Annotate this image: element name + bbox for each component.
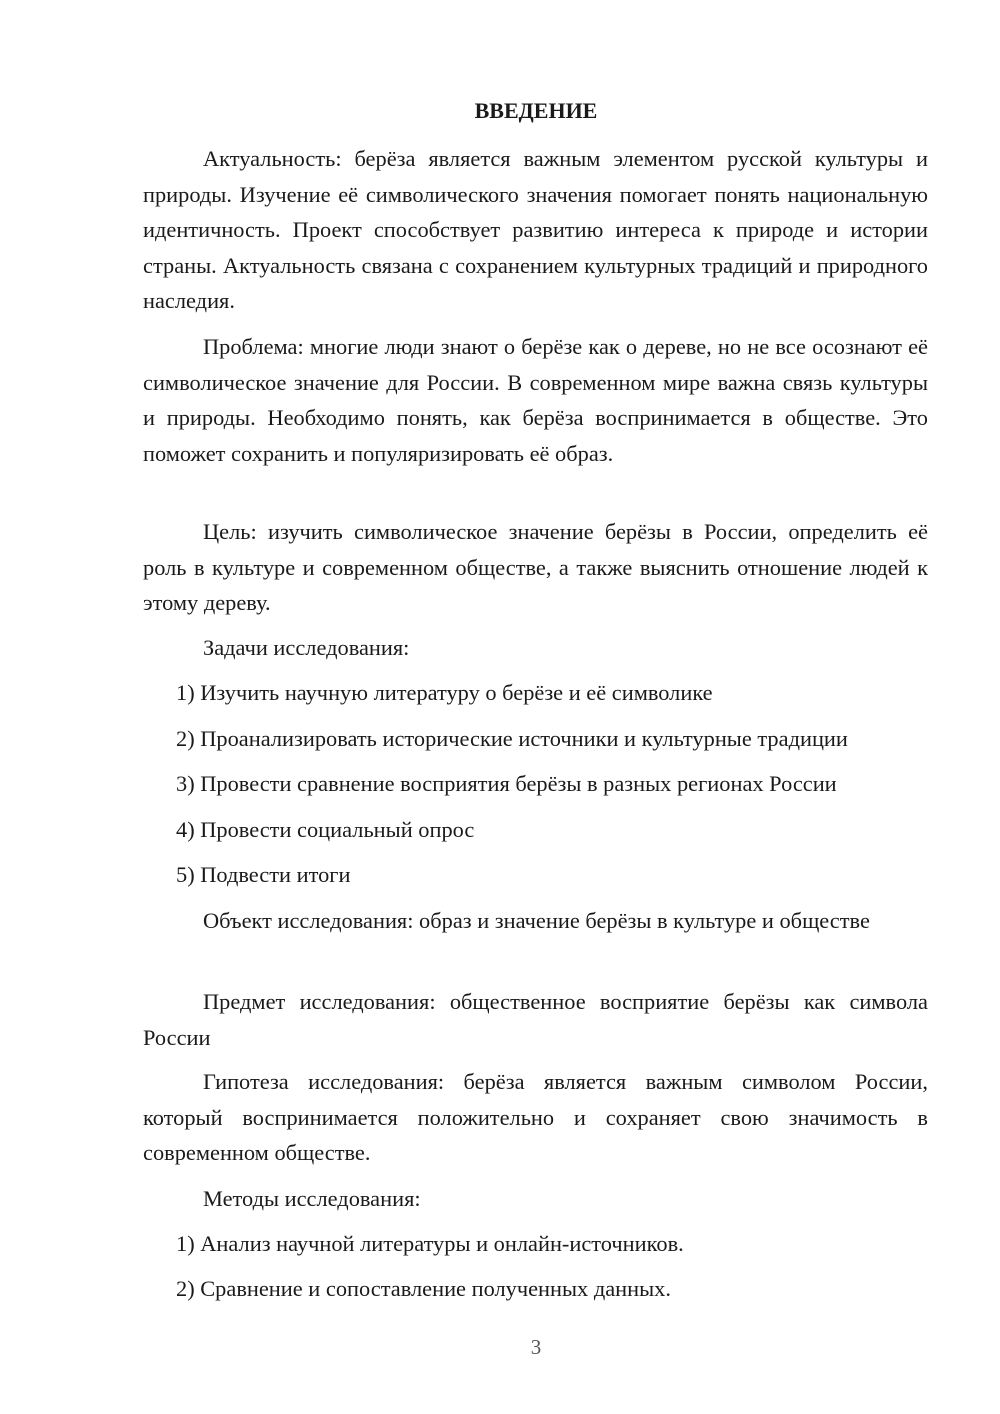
problem-paragraph: Проблема: многие люди знают о берёзе как о дереве, но не все осознают её символическое значение для России. В современном мире важна связь культуры и природы. Необходимо понять, как берёза воспринимается в обществе. Это поможет сохранить и популяризировать её образ. (143, 334, 928, 466)
method-item: 2) Сравнение и сопоставление полученных данных. (176, 1276, 671, 1301)
section-heading: ВВЕДЕНИЕ (474, 98, 598, 123)
relevance-paragraph: Актуальность: берёза является важным элементом русской культуры и природы. Изучение её символического значения помогает понять национальную идентичность. Проект способствует развитию интереса к природе и истории страны. Актуальность связана с сохранением культурных традиций и природного наследия. (143, 146, 928, 313)
task-item: 3) Провести сравнение восприятия берёзы в разных регионах России (176, 771, 837, 796)
methods-label: Методы исследования: (203, 1186, 421, 1211)
task-item: 5) Подвести итоги (176, 862, 351, 887)
task-item: 1) Изучить научную литературу о берёзе и её символике (176, 680, 713, 705)
object-paragraph: Объект исследования: образ и значение берёзы в культуре и обществе (203, 908, 870, 933)
page-number: 3 (530, 1335, 542, 1359)
tasks-label: Задачи исследования: (203, 635, 410, 660)
task-item: 4) Провести социальный опрос (176, 817, 475, 842)
subject-paragraph: Предмет исследования: общественное восприятие берёзы как символа России (143, 989, 928, 1050)
method-item: 1) Анализ научной литературы и онлайн-источников. (176, 1231, 684, 1256)
goal-paragraph: Цель: изучить символическое значение берёзы в России, определить её роль в культуре и современном обществе, а также выяснить отношение людей к этому дереву. (143, 519, 928, 615)
task-item: 2) Проанализировать исторические источники и культурные традиции (176, 726, 848, 751)
hypothesis-paragraph: Гипотеза исследования: берёза является важным символом России, который воспринимается положительно и сохраняет свою значимость в современном обществе. (143, 1069, 928, 1165)
